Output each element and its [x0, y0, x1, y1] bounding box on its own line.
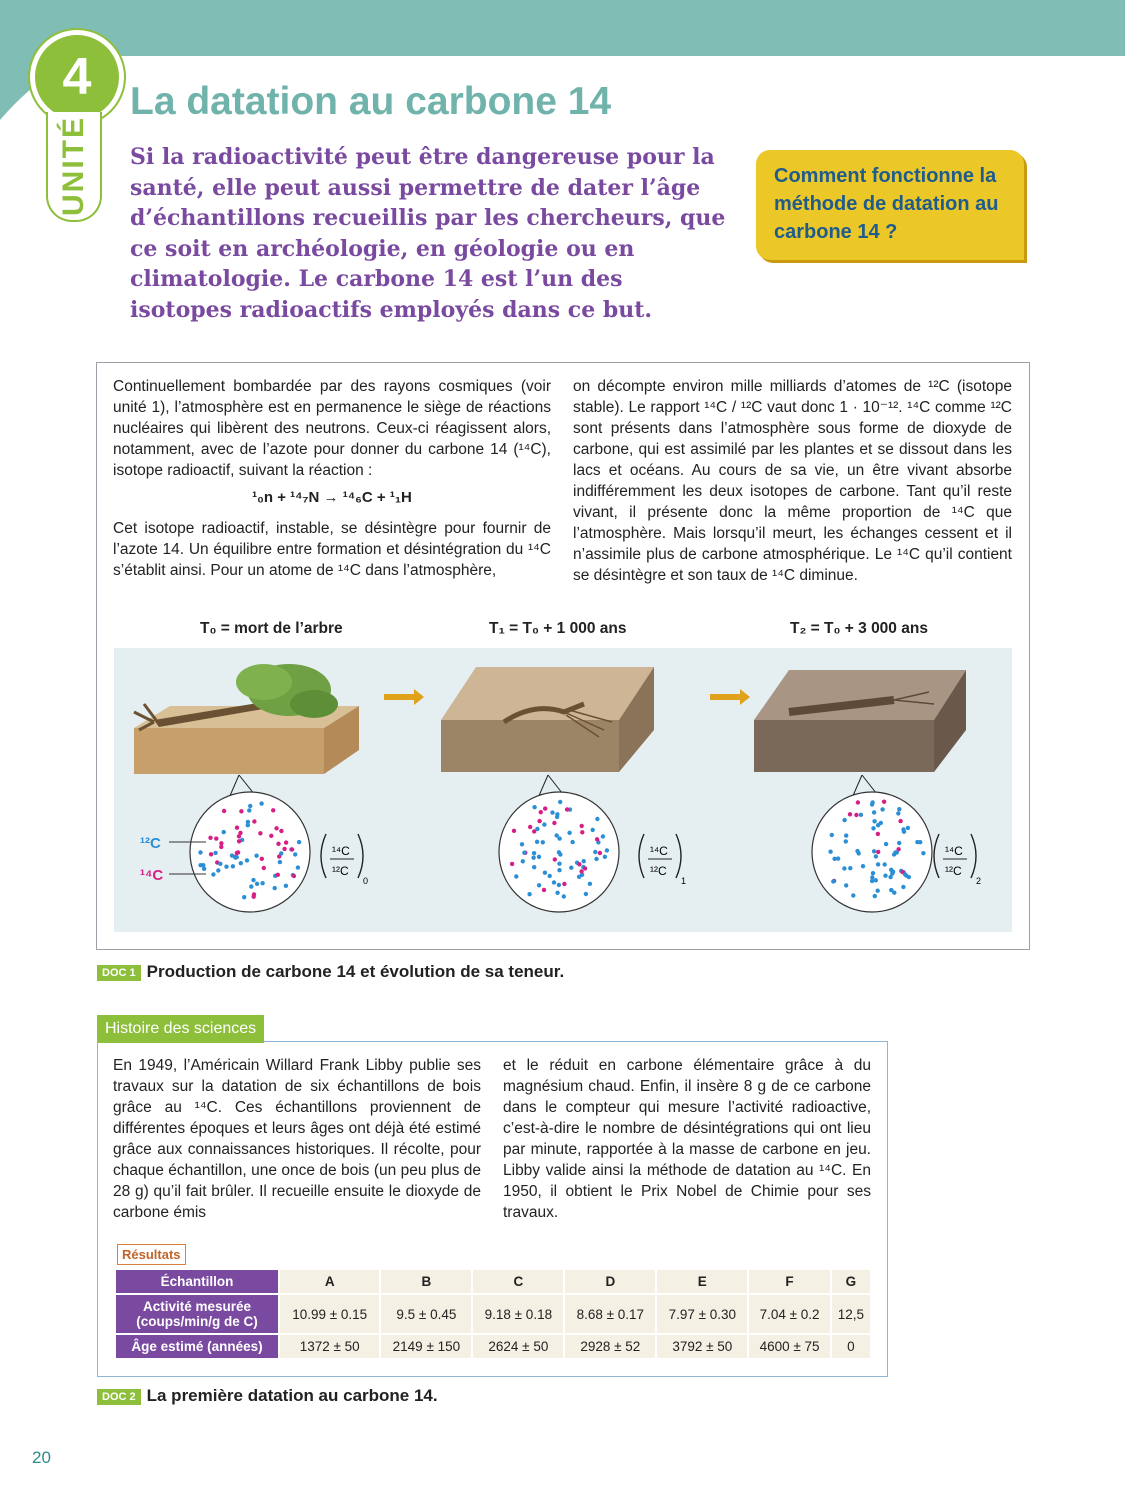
doc1-column-left [113, 376, 551, 581]
atom-dot [895, 850, 899, 854]
atom-dot [557, 862, 561, 866]
atom-dot [292, 874, 296, 878]
atom-dot [884, 842, 888, 846]
atom-dot [588, 882, 592, 886]
atom-dot [297, 840, 301, 844]
atom-dot [252, 819, 256, 823]
age-f: 4600 ± 75 [749, 1335, 830, 1358]
activity-a: 10.99 ± 0.15 [280, 1295, 379, 1333]
label-t2: T₂ = T₀ + 3 000 ans [790, 620, 928, 637]
activity-c: 9.18 ± 0.18 [473, 1295, 563, 1333]
atom-dot [870, 879, 874, 883]
atom-dot [876, 889, 880, 893]
age-d: 2928 ± 52 [565, 1335, 655, 1358]
atom-dot [202, 867, 206, 871]
atom-dot [851, 893, 855, 897]
figure-illustrations [114, 612, 1012, 932]
atom-dot [528, 825, 532, 829]
atom-dot [532, 865, 536, 869]
atom-dot [828, 850, 832, 854]
atom-dot [848, 866, 852, 870]
doc2-tag: DOC 2 [97, 1389, 141, 1405]
atom-dot [897, 807, 901, 811]
activity-e: 7.97 ± 0.30 [657, 1295, 747, 1333]
sample-c: C [473, 1270, 563, 1293]
age-e: 3792 ± 50 [657, 1335, 747, 1358]
atom-dot [569, 866, 573, 870]
atom-dot [259, 801, 263, 805]
atom-dot [876, 823, 880, 827]
atom-dot [522, 851, 526, 855]
atom-dot [830, 833, 834, 837]
atom-dot [570, 840, 574, 844]
atom-dot [921, 851, 925, 855]
atom-dot [222, 830, 226, 834]
atom-dot [532, 805, 536, 809]
atom-dot [269, 834, 273, 838]
atom-dot [254, 854, 258, 858]
legend-c12: ¹²C [140, 835, 161, 852]
atom-dot [859, 813, 863, 817]
age-c: 2624 ± 50 [473, 1335, 563, 1358]
atom-dot [598, 851, 602, 855]
atom-dot [593, 850, 597, 854]
atom-dot [258, 831, 262, 835]
atom-dot [274, 826, 278, 830]
header-age: Âge estimé (années) [116, 1335, 278, 1358]
atom-dot [872, 810, 876, 814]
atom-dot [262, 866, 266, 870]
atom-dot [284, 840, 288, 844]
results-tag: Résultats [117, 1244, 186, 1265]
atom-dot [557, 883, 561, 887]
doc2-column-right: et le réduit en carbone élémentaire grâce à du magnésium chaud. Enfin, il insère 8 g de ce carbone dans le compteur qui mesure l’activité radioactive, c’est-à-dire le nombre de désintégrations qui ont lieu par minute, rapportée à la masse de carbone en jeu. Libby valide ainsi la méthode de datation au ¹⁴C. En 1950, il obtient le Prix Nobel de Chimie pour ses travaux. [503, 1057, 871, 1221]
atom-dot [872, 849, 876, 853]
atom-dot [238, 831, 242, 835]
atom-dot [896, 811, 900, 815]
page-number: 20 [32, 1448, 51, 1467]
header-band [0, 0, 1125, 56]
atom-dot [239, 809, 243, 813]
arrow-t1-t2 [710, 689, 750, 705]
atom-dot [876, 832, 880, 836]
doc1-paragraph-2: Cet isotope radioactif, instable, se désintègre pour fournir de l’azote 14. Un équilibre entre formation et désintégration du ¹⁴C s’établit ainsi. Pour un atome de ¹⁴C dans l’atmosphère, [113, 520, 551, 579]
atom-dot [249, 884, 253, 888]
atom-dot [583, 866, 587, 870]
atom-dot [897, 841, 901, 845]
activity-b: 9.5 ± 0.45 [381, 1295, 471, 1333]
intro-paragraph: Si la radioactivité peut être dangereuse pour la santé, elle peut aussi permettre de dater l’âge d’échantillons recueillis par les chercheurs, que ce soit en archéologie, en géologie ou en climatologie. Le carbone 14 est l’un des isotopes radioactifs employés dans ce but. [130, 144, 726, 323]
doc1-caption-line [97, 962, 564, 982]
header-sample: Échantillon [116, 1270, 278, 1293]
atom-dot [562, 882, 566, 886]
atom-dot [219, 845, 223, 849]
atom-dot [861, 864, 865, 868]
atom-dot [577, 875, 581, 879]
atom-dot [542, 822, 546, 826]
atom-dot [856, 800, 860, 804]
atom-dot [198, 850, 202, 854]
atom-dot [235, 855, 239, 859]
atom-dot [580, 830, 584, 834]
page-title: La datation au carbone 14 [130, 80, 612, 123]
atom-dot [870, 800, 874, 804]
atom-dot [876, 862, 880, 866]
atom-dot [907, 875, 911, 879]
atom-dot [880, 807, 884, 811]
age-b: 2149 ± 150 [381, 1335, 471, 1358]
atom-dot [883, 874, 887, 878]
atom-dot [532, 851, 536, 855]
doc1-paragraph-1: Continuellement bombardée par des rayons cosmiques (voir unité 1), l’atmosphère est en permanence le siège de réactions nucléaires qui libèrent des neutrons. Ceux-ci réagissent alors, notamment, avec de l’azote pour donner du carbone 14 (¹⁴C), isotope radioactif, suivant la réaction : [113, 378, 551, 479]
atom-dot [252, 895, 256, 899]
atom-dot [213, 851, 217, 855]
atom-dot [239, 861, 243, 865]
activity-f: 7.04 ± 0.2 [749, 1295, 830, 1333]
atom-dot [537, 819, 541, 823]
atom-dot [595, 817, 599, 821]
table-row-activity [116, 1295, 870, 1333]
atom-dot [279, 851, 283, 855]
results-table [114, 1268, 872, 1360]
unit-number-badge [30, 30, 124, 124]
atom-dot [584, 892, 588, 896]
atom-dot [541, 840, 545, 844]
atom-dot [883, 862, 887, 866]
atom-dot [873, 894, 877, 898]
atom-dot [603, 855, 607, 859]
sample-d: D [565, 1270, 655, 1293]
atom-dot [854, 813, 858, 817]
atom-dot [527, 892, 531, 896]
atom-dot [248, 804, 252, 808]
atom-dot [555, 812, 559, 816]
atom-dot [218, 862, 222, 866]
atom-dot [906, 826, 910, 830]
decay-figure [114, 612, 1012, 932]
doc1-tag: DOC 1 [97, 965, 141, 981]
unit-number: 4 [62, 48, 92, 106]
atom-dot [565, 807, 569, 811]
atom-dot [278, 860, 282, 864]
soil-block-t2 [754, 670, 966, 772]
atom-dot [198, 863, 202, 867]
label-t1: T₁ = T₀ + 1 000 ans [489, 620, 627, 637]
atom-dot [235, 826, 239, 830]
atom-dot [876, 850, 880, 854]
atom-dot [831, 879, 835, 883]
age-g: 0 [832, 1335, 870, 1358]
atom-dot [242, 895, 246, 899]
atom-dot [542, 888, 546, 892]
atom-dot [251, 878, 255, 882]
ratio-t2 [934, 834, 981, 886]
atom-dot [231, 864, 235, 868]
ratio-t0-den: ¹²C [332, 864, 349, 878]
atom-dot [898, 819, 902, 823]
nuclear-reaction-equation: ¹₀n + ¹⁴₇N → ¹⁴₆C + ¹₁H [252, 489, 412, 506]
atom-dot [580, 824, 584, 828]
history-of-science-tab: Histoire des sciences [97, 1015, 264, 1043]
atom-dot [844, 839, 848, 843]
activity-g: 12,5 [832, 1295, 870, 1333]
atom-dot [567, 831, 571, 835]
header-activity: Activité mesurée (coups/min/g de C) [116, 1295, 278, 1333]
atom-dot [282, 847, 286, 851]
label-t0: T₀ = mort de l’arbre [200, 620, 343, 637]
ratio-t2-den: ¹²C [945, 864, 962, 878]
sample-f: F [749, 1270, 830, 1293]
atom-dot [247, 808, 251, 812]
ratio-t0 [321, 834, 368, 886]
atom-dot [539, 810, 543, 814]
atom-dot [276, 842, 280, 846]
atom-dot [214, 836, 218, 840]
atom-dot [595, 837, 599, 841]
atom-dot [555, 891, 559, 895]
atom-dot [535, 840, 539, 844]
atom-dot [562, 894, 566, 898]
atom-dot [842, 818, 846, 822]
legend-c14: ¹⁴C [140, 867, 164, 884]
atom-dot [279, 829, 283, 833]
atom-dot [901, 885, 905, 889]
atom-dot [520, 842, 524, 846]
atom-dot [918, 840, 922, 844]
atom-dot [548, 874, 552, 878]
sample-a: A [280, 1270, 379, 1293]
sample-b: B [381, 1270, 471, 1293]
atom-dot [209, 852, 213, 856]
atom-dot [531, 856, 535, 860]
atom-dot [237, 839, 241, 843]
atom-dot [882, 800, 886, 804]
soil-block-t1 [441, 667, 654, 772]
atom-dot [216, 868, 220, 872]
atom-dot [601, 834, 605, 838]
atom-dot [260, 857, 264, 861]
atom-dot [296, 865, 300, 869]
atom-dot [594, 857, 598, 861]
sample-e: E [657, 1270, 747, 1293]
atom-dot [222, 809, 226, 813]
atom-dot [271, 808, 275, 812]
atom-dot [901, 827, 905, 831]
atom-dot [888, 875, 892, 879]
atom-dot [246, 820, 250, 824]
atom-dot [293, 852, 297, 856]
unit-word: UNITÉ [57, 116, 90, 216]
atom-dot [872, 819, 876, 823]
atom-dot [857, 851, 861, 855]
atom-dot [591, 828, 595, 832]
atom-dot [211, 872, 215, 876]
ratio-t2-num: ¹⁴C [945, 844, 963, 858]
atom-dot [832, 857, 836, 861]
ratio-t1-sub: 1 [681, 876, 687, 886]
ratio-t1 [639, 834, 686, 886]
atom-dot [208, 836, 212, 840]
table-row-samples [116, 1270, 870, 1293]
atom-dot [577, 862, 581, 866]
doc1-column-right: on décompte environ mille milliards d’atomes de ¹²C (isotope stable). Le rapport ¹⁴C / ¹²C vaut donc 1 · 10⁻¹². ¹⁴C comme ¹²C sont présents dans l’atmosphère sous forme de dioxyde de carbone, qui est assimilé par les plantes et se dissout dans les lacs et océans. Au cours de sa vie, un être vivant absorbe indifféremment les deux isotopes de carbone. Tant qu’il reste vivant, il présente donc la même proportion de ¹⁴C que l’atmosphère. Mais lorsqu’il meurt, les échanges cessent et il n’assimile plus de carbone atmosphérique. Le ¹⁴C qu’il contient se désintègre et son taux de ¹⁴C diminue. [573, 378, 1012, 584]
atom-dot [605, 848, 609, 852]
arrow-t0-t1 [384, 689, 424, 705]
atom-dot [260, 881, 264, 885]
atom-dot [558, 800, 562, 804]
atom-dot [535, 827, 539, 831]
atom-dot [871, 826, 875, 830]
atom-dot [276, 873, 280, 877]
atom-dot [510, 862, 514, 866]
ratio-t0-num: ¹⁴C [332, 844, 350, 858]
table-row-age [116, 1335, 870, 1358]
atom-dot [284, 884, 288, 888]
atom-dot [245, 858, 249, 862]
atom-dot [543, 806, 547, 810]
doc2-caption: La première datation au carbone 14. [146, 1386, 438, 1405]
question-box [756, 150, 1024, 260]
atom-dot [557, 868, 561, 872]
atom-dot [844, 833, 848, 837]
atom-dot [848, 812, 852, 816]
atom-dot [235, 851, 239, 855]
atom-dot [512, 829, 516, 833]
atom-dot [557, 836, 561, 840]
doc1-caption: Production de carbone 14 et évolution de sa teneur. [146, 962, 565, 981]
atom-dot [552, 880, 556, 884]
atom-dot [889, 888, 893, 892]
atom-dot [255, 882, 259, 886]
atom-dot [874, 854, 878, 858]
atom-dot [579, 869, 583, 873]
atom-dot [514, 874, 518, 878]
ratio-t1-den: ¹²C [650, 864, 667, 878]
ratio-t1-num: ¹⁴C [650, 844, 668, 858]
age-a: 1372 ± 50 [280, 1335, 379, 1358]
atom-dot [891, 870, 895, 874]
atom-dot [557, 850, 561, 854]
activity-d: 8.68 ± 0.17 [565, 1295, 655, 1333]
atom-dot [537, 855, 541, 859]
atom-dot [230, 853, 234, 857]
atom-dot [224, 865, 228, 869]
atom-dot [543, 871, 547, 875]
atom-dot [521, 859, 525, 863]
atom-dot [537, 883, 541, 887]
atom-dot [552, 821, 556, 825]
atom-dot [273, 886, 277, 890]
question-text: Comment fonctionne la méthode de datation au carbone 14 ? [774, 165, 999, 243]
ratio-t0-sub: 0 [363, 876, 369, 886]
doc2-column-left: En 1949, l’Américain Willard Frank Libby publie ses travaux sur la datation de six échantillons de bois grâce au ¹⁴C. Ces échantillons proviennent de différentes époques et leurs âges ont déjà été estimé grâce aux connaissances historiques. Il récolte, pour chaque échantillon, une once de bois (un peu plus de 28 g) qu’il fait brûler. Il recueille ensuite le dioxyde de carbone émis [113, 1057, 481, 1221]
atom-dot [550, 810, 554, 814]
doc2-caption-line [97, 1386, 438, 1406]
ratio-t2-sub: 2 [976, 876, 982, 886]
atom-dot [842, 866, 846, 870]
atom-dot [553, 857, 557, 861]
unit-tab [46, 112, 102, 222]
atom-dot [290, 847, 294, 851]
atom-dot [871, 871, 875, 875]
atom-dot [844, 883, 848, 887]
atom-dot [874, 878, 878, 882]
atom-dot [582, 859, 586, 863]
sample-g: G [832, 1270, 870, 1293]
